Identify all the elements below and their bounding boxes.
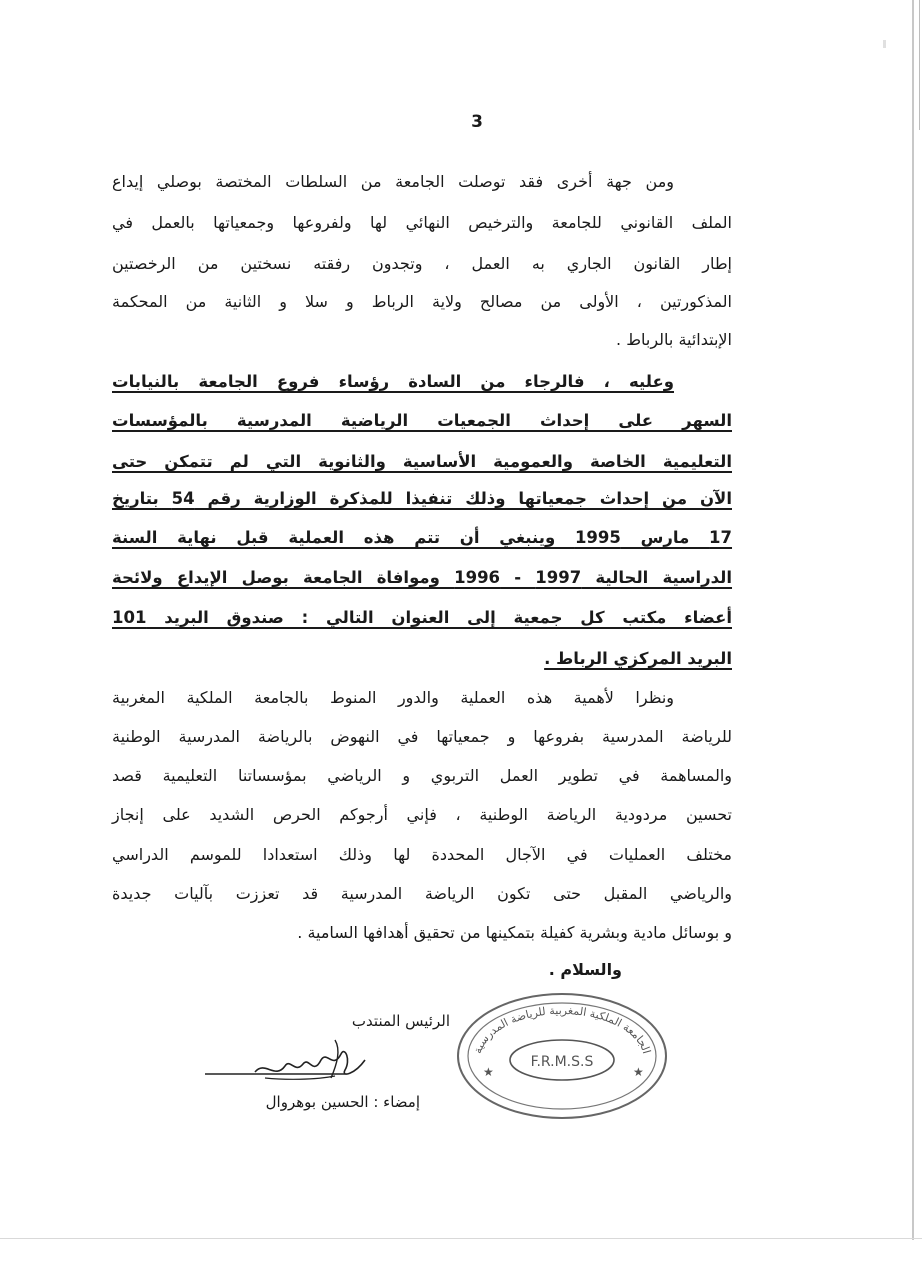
scan-artifact	[883, 40, 886, 48]
paragraph-line-emphasized: أعضاء مكتب كل جمعية إلى العنوان التالي : صندوق البريد 101	[112, 608, 732, 627]
signatory-title: الرئيس المنتدب	[351, 1012, 450, 1030]
paragraph-line: ونظرا لأهمية هذه العملية والدور المنوط بالجامعة الملكية المغربية	[112, 688, 674, 707]
scan-edge-line	[0, 1238, 922, 1239]
paragraph-line-emphasized: الآن من إحداث جمعياتها وذلك تنفيذا للمذكرة الوزارية رقم 54 بتاريخ	[112, 489, 732, 508]
paragraph-line-emphasized: الدراسية الحالية 1997 - 1996 وموافاة الجامعة بوصل الإيداع ولائحة	[112, 568, 733, 587]
paragraph-line: ومن جهة أخرى فقد توصلت الجامعة من السلطات المختصة بوصلي إيداع	[112, 172, 674, 191]
paragraph-line: إطار القانون الجاري به العمل ، وتجدون رفقته نسختين من الرخصتين	[112, 254, 732, 273]
salutation: والسلام .	[548, 960, 622, 979]
paragraph-line-emphasized: السهر على إحداث الجمعيات الرياضية المدرسية بالمؤسسات	[112, 411, 732, 430]
paragraph-line: المذكورتين ، الأولى من مصالح ولاية الرباط و سلا و الثانية من المحكمة	[112, 292, 732, 311]
signatory-name: إمضاء : الحسين بوهروال	[265, 1093, 420, 1111]
official-stamp	[455, 990, 670, 1122]
paragraph-line: للرياضة المدرسية بفروعها و جمعياتها في النهوض بالرياضة المدرسية الوطنية	[112, 727, 732, 746]
svg-text:★: ★	[483, 1065, 494, 1079]
page-number: 3	[471, 112, 483, 132]
paragraph-line-emphasized: التعليمية الخاصة والعمومية الأساسية والثانوية التي لم تتمكن حتى	[112, 452, 732, 471]
paragraph-line: مختلف العمليات في الآجال المحددة لها وذلك استعدادا للموسم الدراسي	[112, 845, 732, 864]
stamp-ring-text: الجامعة الملكية المغربية للرياضة المدرسية	[471, 1003, 654, 1056]
paragraph-line: الإبتدائية بالرباط .	[616, 330, 732, 349]
svg-text:★: ★	[633, 1065, 644, 1079]
paragraph-line-emphasized: البريد المركزي الرباط .	[544, 649, 732, 668]
handwritten-signature	[195, 1030, 395, 1090]
scan-edge-line	[912, 0, 914, 1240]
stamp-center-text: F.R.M.S.S	[530, 1054, 594, 1070]
paragraph-line: والمساهمة في تطوير العمل التربوي و الرياضي بمؤسساتنا التعليمية قصد	[112, 766, 732, 785]
paragraph-line: والرياضي المقبل حتى تكون الرياضة المدرسية قد تعززت بآليات جديدة	[112, 884, 732, 903]
paragraph-line: الملف القانوني للجامعة والترخيص النهائي لها ولفروعها وجمعياتها بالعمل في	[112, 213, 732, 232]
paragraph-line-emphasized: وعليه ، فالرجاء من السادة رؤساء فروع الجامعة بالنيابات	[112, 372, 674, 391]
paragraph-line: و بوسائل مادية وبشرية كفيلة بتمكينها من تحقيق أهدافها السامية .	[297, 923, 732, 942]
scan-edge-line	[919, 0, 920, 130]
paragraph-line: تحسين مردودية الرياضة الوطنية ، فإني أرجوكم الحرص الشديد على إنجاز	[112, 805, 732, 824]
paragraph-line-emphasized: 17 مارس 1995 وينبغي أن تتم هذه العملية قبل نهاية السنة	[112, 528, 733, 547]
